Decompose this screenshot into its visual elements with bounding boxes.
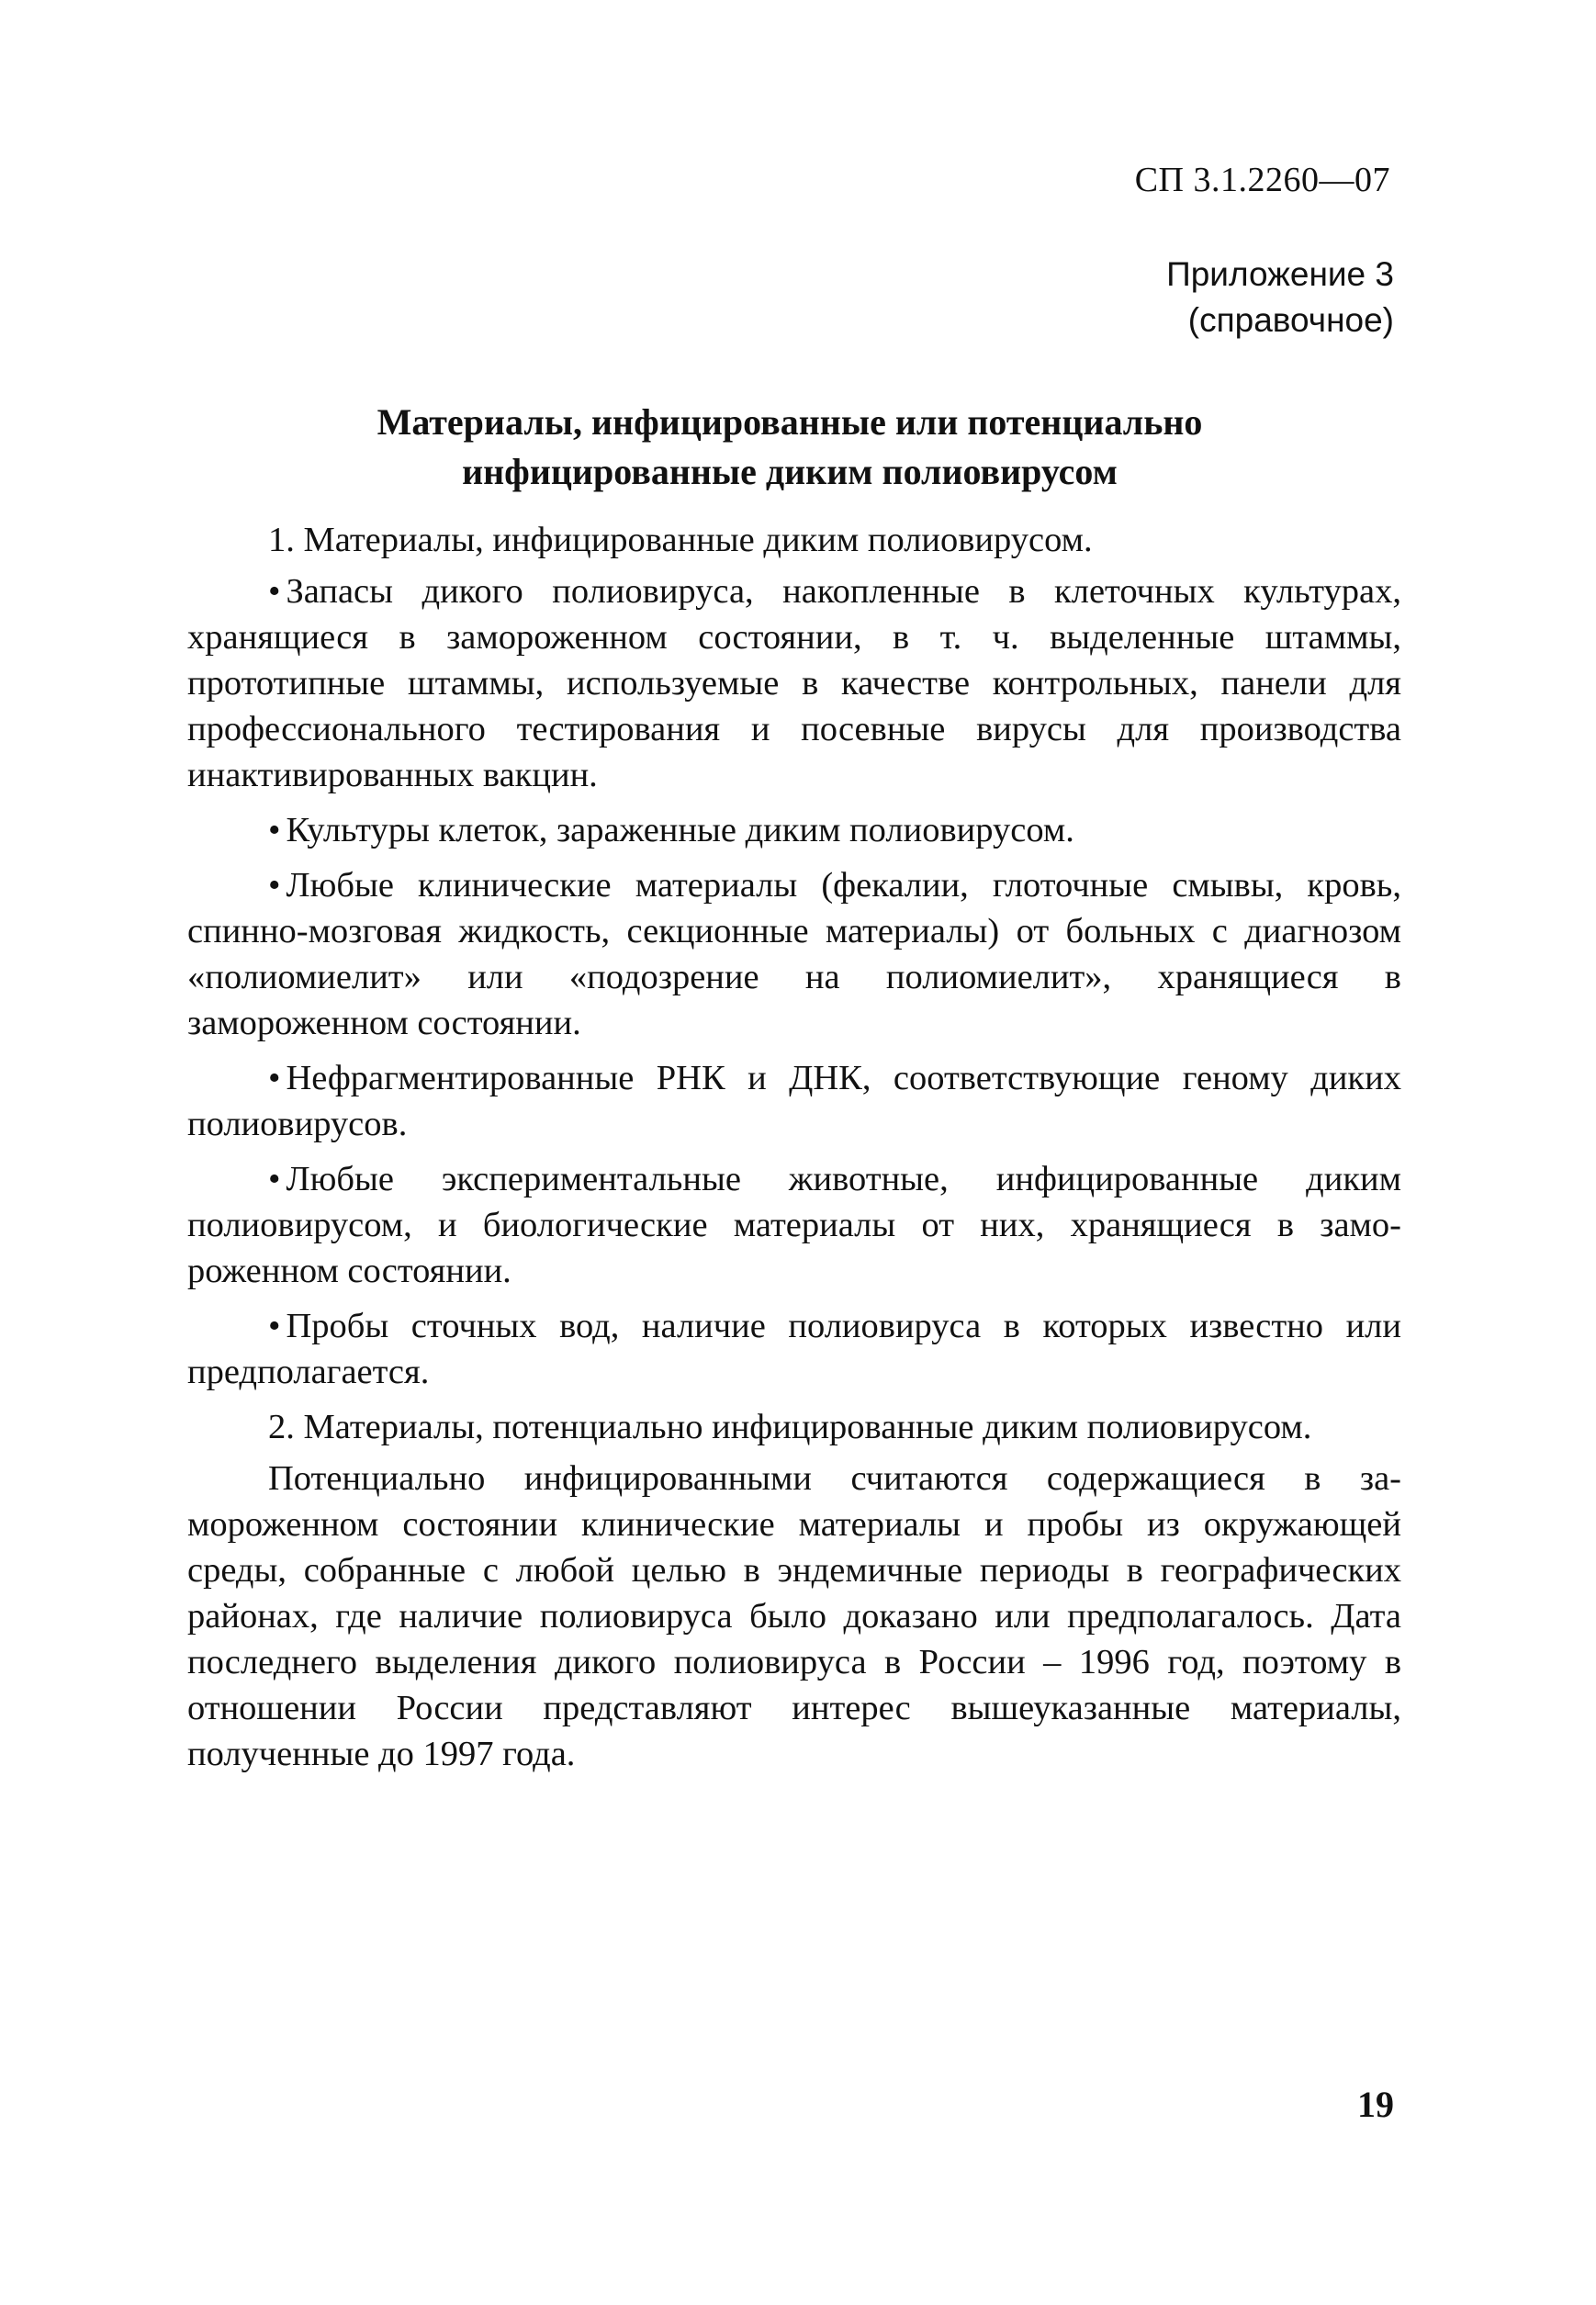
appendix-number: Приложение 3 [1166,255,1394,293]
document-body [187,517,1401,1786]
bullet-item [187,1156,1401,1294]
bullet-text: Нефрагментированные РНК и ДНК, соответствующие геному диких полиовирусов. [187,1059,1401,1143]
bullet-icon: • [268,811,281,849]
bullet-icon: • [268,1307,281,1345]
appendix-type: (справочное) [1187,301,1394,339]
document-code: СП 3.1.2260—07 [1134,161,1390,199]
section-2-paragraph: Потенциально инфицированными считаются содержащиеся в замороженном состоянии клинические материалы и пробы из окружающей среды, собранные с любой целью в эндемичные периоды в географических районах, где наличие полиовируса было доказано или предполагалось. Дата последнего выделения дикого полиовируса в России – 1996 год, поэтому в отношении России представляют интерес вышеуказанные материалы, полученные до 1997 года. [187,1459,1401,1773]
bullet-icon: • [268,1160,281,1198]
bullet-text: Пробы сточных вод, наличие полиовируса в которых известно или предполагается. [187,1307,1401,1391]
bullet-item [187,568,1401,798]
bullet-text: Любые клинические материалы (фекалии, глоточные смывы, кровь, спинно-мозговая жидкость, секционные материалы) от больных с диагнозом «полиомиелит» или «подозрение на полиомиелит», хранящиеся в замороженном состоянии. [187,866,1401,1042]
bullet-item [187,807,1401,853]
bullet-icon: • [268,572,281,611]
bullet-item [187,862,1401,1046]
bullet-text: Любые экспериментальные животные, инфицированные диким полиовирусом, и биологические материалы от них, хранящиеся в замороженном состоянии. [187,1160,1401,1290]
bullet-text: Запасы дикого полиовируса, накопленные в клеточных культурах, хранящиеся в замороженном состоянии, в т. ч. выделенные штаммы, прототипные штаммы, используемые в качестве контрольных, панели для профессионального тестирования и посевные вирусы для производства инактивированных вакцин. [187,572,1401,794]
bullet-item [187,1303,1401,1395]
bullet-icon: • [268,866,281,905]
section-2-heading: 2. Материалы, потенциально инфицированные диким полиовирусом. [268,1408,1312,1446]
section-1-heading: 1. Материалы, инфицированные диким полиовирусом. [268,521,1093,559]
page-title [184,398,1396,497]
bullet-item [187,1055,1401,1147]
appendix-label [1166,252,1394,343]
page-title-line-2: инфицированные диким полиовирусом [462,451,1118,492]
bullet-text: Культуры клеток, зараженные диким полиовирусом. [286,811,1074,849]
bullet-icon: • [268,1059,281,1097]
page-number: 19 [1357,2084,1394,2125]
page-title-line-1: Материалы, инфицированные или потенциально [377,401,1203,443]
